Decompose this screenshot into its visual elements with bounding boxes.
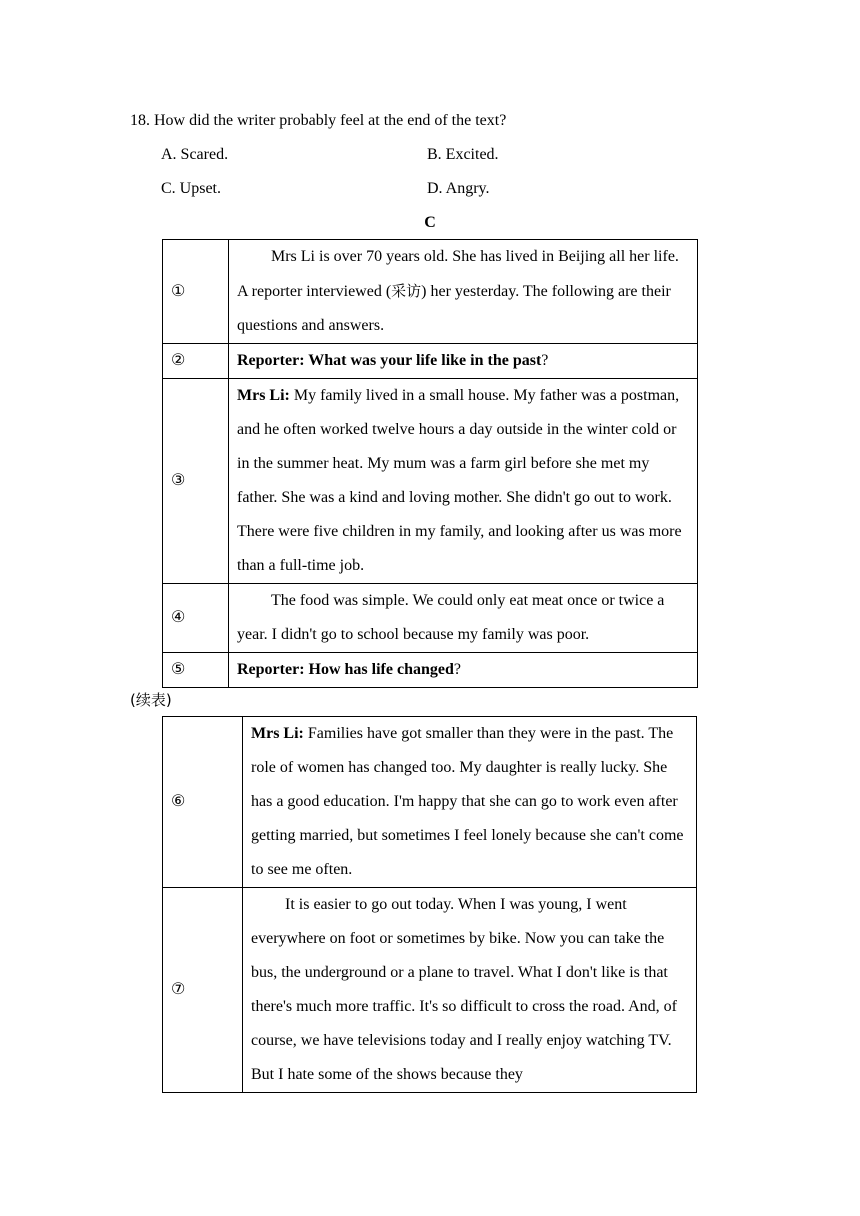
option-d: D. Angry.: [427, 180, 490, 197]
table-row: [163, 240, 698, 344]
section-letter: C: [424, 214, 436, 231]
answer-text: Families have got smaller than they were in the past. The role of women has changed too. My daughter is really lucky. She has a good education. I'm happy that she can go to work even after getting married, but sometimes I feel lonely because she can't come to see me often.: [251, 725, 684, 878]
row-text: [229, 344, 698, 379]
continued-label: (续表): [130, 691, 172, 709]
question-mark: ?: [541, 352, 549, 369]
table-row: [163, 379, 698, 584]
answer-text: My family lived in a small house. My father was a postman, and he often worked twelve hours a day outside in the winter cold or in the summer heat. My mum was a farm girl before she met my father. She was a kind and loving mother. She didn't go out to work. There were five children in my family, and looking after us was more than a full-time job.: [237, 387, 682, 574]
row-number: ③: [163, 379, 229, 584]
row-number: ⑥: [163, 717, 243, 888]
speaker-label: Mrs Li:: [237, 387, 290, 404]
option-b: B. Excited.: [427, 146, 499, 163]
table-row: [163, 584, 698, 653]
chinese-gloss: 采访: [391, 282, 422, 300]
table-row: [163, 344, 698, 379]
question-mark: ?: [453, 661, 461, 678]
answer-text: It is easier to go out today. When I was young, I went everywhere on foot or sometimes by bike. Now you can take the bus, the underground or a plane to travel. What I don't like is that there's much more traffic. It's so difficult to cross the road. And, of course, we have televisions today and I really enjoy watching TV. But I hate some of the shows because they: [251, 896, 677, 1083]
table-row: [163, 888, 697, 1093]
option-a: A. Scared.: [161, 146, 229, 163]
row-text: [243, 717, 697, 888]
row-number: ⑦: [163, 888, 243, 1093]
row-text: [229, 379, 698, 584]
interview-table-1: [162, 239, 698, 688]
text-segment: ) her yesterday. The following are their questions and answers.: [237, 283, 671, 334]
row-text: [229, 653, 698, 688]
reporter-question: Reporter: What was your life like in the past: [237, 352, 542, 369]
speaker-label: Mrs Li:: [251, 725, 304, 742]
row-number: ⑤: [163, 653, 229, 688]
row-text: [229, 240, 698, 344]
interview-table-2: [162, 716, 697, 1093]
reporter-question: Reporter: How has life changed: [237, 661, 454, 678]
row-number: ①: [163, 240, 229, 344]
row-text: [229, 584, 698, 653]
text-segment: Mrs Li is over 70 years old. She has lived in Beijing all her life. A reporter interviewed (: [237, 248, 679, 300]
row-number: ②: [163, 344, 229, 379]
row-number: ④: [163, 584, 229, 653]
table-row: [163, 717, 697, 888]
answer-text: The food was simple. We could only eat meat once or twice a year. I didn't go to school because my family was poor.: [237, 592, 665, 643]
option-c: C. Upset.: [161, 180, 221, 197]
question-18: 18. How did the writer probably feel at the end of the text?: [130, 112, 507, 129]
row-text: [243, 888, 697, 1093]
table-row: [163, 653, 698, 688]
